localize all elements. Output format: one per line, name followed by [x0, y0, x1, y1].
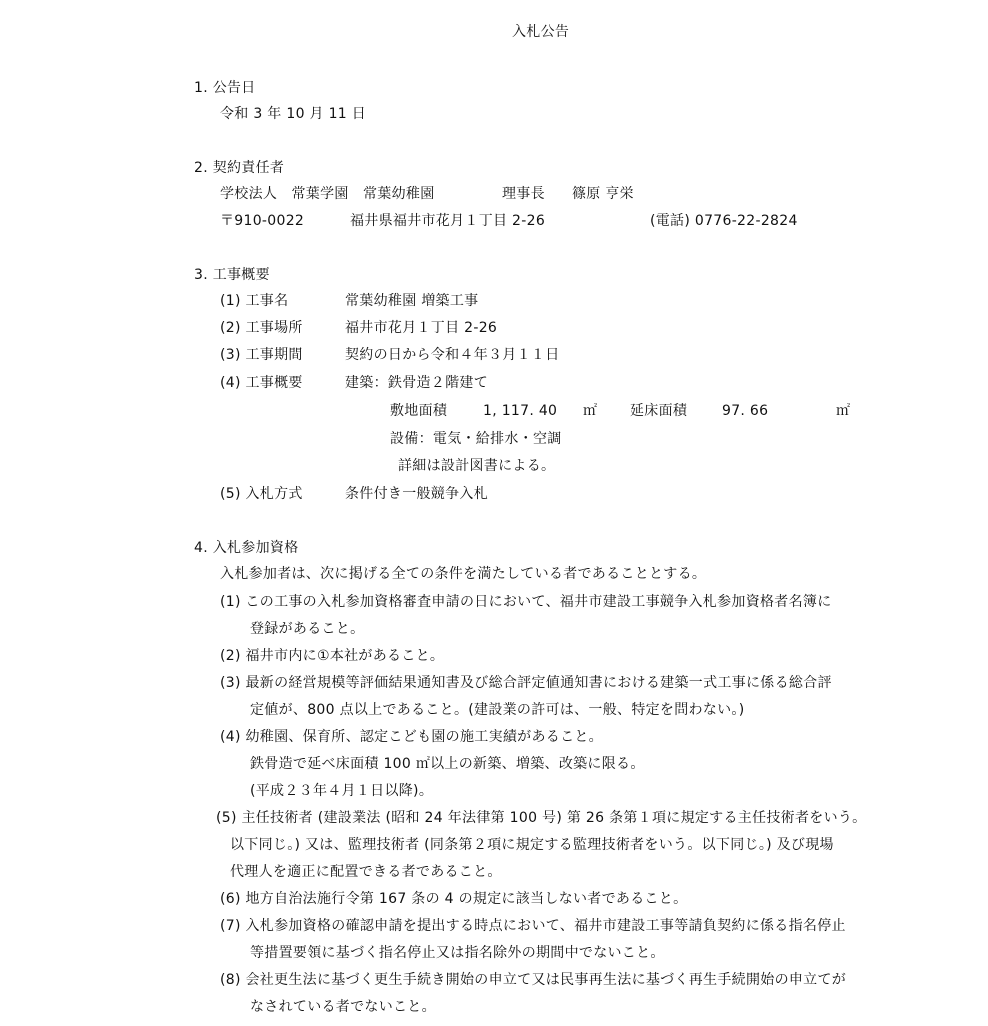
eligibility-line: (6) 地方自治法施行令第 167 条の 4 の規定に該当しない者であること。 — [220, 891, 688, 907]
eligibility-line: なされている者でないこと。 — [250, 999, 436, 1015]
eligibility-line: 登録があること。 — [250, 621, 365, 637]
eligibility-intro: 入札参加者は、次に掲げる全ての条件を満たしている者であることとする。 — [220, 566, 707, 582]
overview-item-value: 契約の日から令和４年３月１１日 — [345, 347, 560, 363]
eligibility-line: 以下同じ。) 又は、監理技術者 (同条第２項に規定する監理技術者をいう。以下同じ。) 及び現場 — [230, 837, 834, 853]
phone-number: (電話) 0776-22-2824 — [650, 213, 798, 229]
overview-item-value: 条件付き一般競争入札 — [345, 486, 488, 502]
details-note: 詳細は設計図書による。 — [398, 458, 556, 474]
site-area-label: 敷地面積 — [390, 403, 448, 419]
eligibility-line: (平成２３年４月１日以降)。 — [250, 783, 434, 799]
site-area-value: 1, 117. 40 — [483, 403, 558, 419]
eligibility-line: 等措置要領に基づく指名停止又は指名除外の期間中でないこと。 — [250, 945, 665, 961]
section-1-heading: 1. 公告日 — [194, 80, 256, 96]
document-title: 入札公告 — [512, 24, 570, 40]
eligibility-line: 代理人を適正に配置できる者であること。 — [230, 864, 502, 880]
eligibility-line: 定値が、800 点以上であること。(建設業の許可は、一般、特定を問わない。) — [250, 702, 745, 718]
floor-area-value: 97. 66 — [722, 403, 769, 419]
overview-item-label: (5) 入札方式 — [220, 486, 303, 502]
postal-code: 〒910-0022 — [220, 213, 305, 229]
site-area-unit: ㎡ — [583, 403, 598, 419]
eligibility-line: (8) 会社更生法に基づく更生手続き開始の申立て又は民事再生法に基づく再生手続開始の申立てが — [220, 972, 847, 988]
overview-item-label: (4) 工事概要 — [220, 375, 303, 391]
floor-area-unit: ㎡ — [836, 403, 851, 419]
overview-item-value: 常葉幼稚園 増築工事 — [345, 293, 479, 309]
floor-area-label: 延床面積 — [630, 403, 688, 419]
section-2-heading: 2. 契約責任者 — [194, 160, 285, 176]
overview-item-label: (2) 工事場所 — [220, 320, 303, 336]
contract-person: 篠原 亨栄 — [572, 186, 634, 202]
address: 福井県福井市花月１丁目 2-26 — [350, 213, 546, 229]
eligibility-line: (4) 幼稚園、保育所、認定こども園の施工実績があること。 — [220, 729, 603, 745]
equipment-text: 設備：電気・給排水・空調 — [390, 431, 562, 447]
eligibility-line: 鉄骨造で延べ床面積 100 ㎡以上の新築、増築、改築に限る。 — [250, 756, 645, 772]
contract-org: 学校法人 常葉学園 常葉幼稚園 — [220, 186, 435, 202]
overview-item-value: 建築：鉄骨造２階建て — [345, 375, 488, 391]
eligibility-line: (1) この工事の入札参加資格審査申請の日において、福井市建設工事競争入札参加資格者名簿に — [220, 594, 832, 610]
eligibility-line: (2) 福井市内に①本社があること。 — [220, 648, 445, 664]
announcement-date: 令和 3 年 10 月 11 日 — [220, 106, 367, 122]
eligibility-line: (5) 主任技術者 (建設業法 (昭和 24 年法律第 100 号) 第 26 条第１項に規定する主任技術者をいう。 — [216, 810, 867, 826]
contract-role: 理事長 — [502, 186, 545, 202]
overview-item-label: (3) 工事期間 — [220, 347, 303, 363]
overview-item-value: 福井市花月１丁目 2-26 — [345, 320, 498, 336]
overview-item-label: (1) 工事名 — [220, 293, 289, 309]
eligibility-line: (7) 入札参加資格の確認申請を提出する時点において、福井市建設工事等請負契約に係る指名停止 — [220, 918, 846, 934]
eligibility-line: (3) 最新の経営規模等評価結果通知書及び総合評定値通知書における建築一式工事に係る総合評 — [220, 675, 832, 691]
section-4-heading: 4. 入札参加資格 — [194, 540, 299, 556]
section-3-heading: 3. 工事概要 — [194, 267, 270, 283]
